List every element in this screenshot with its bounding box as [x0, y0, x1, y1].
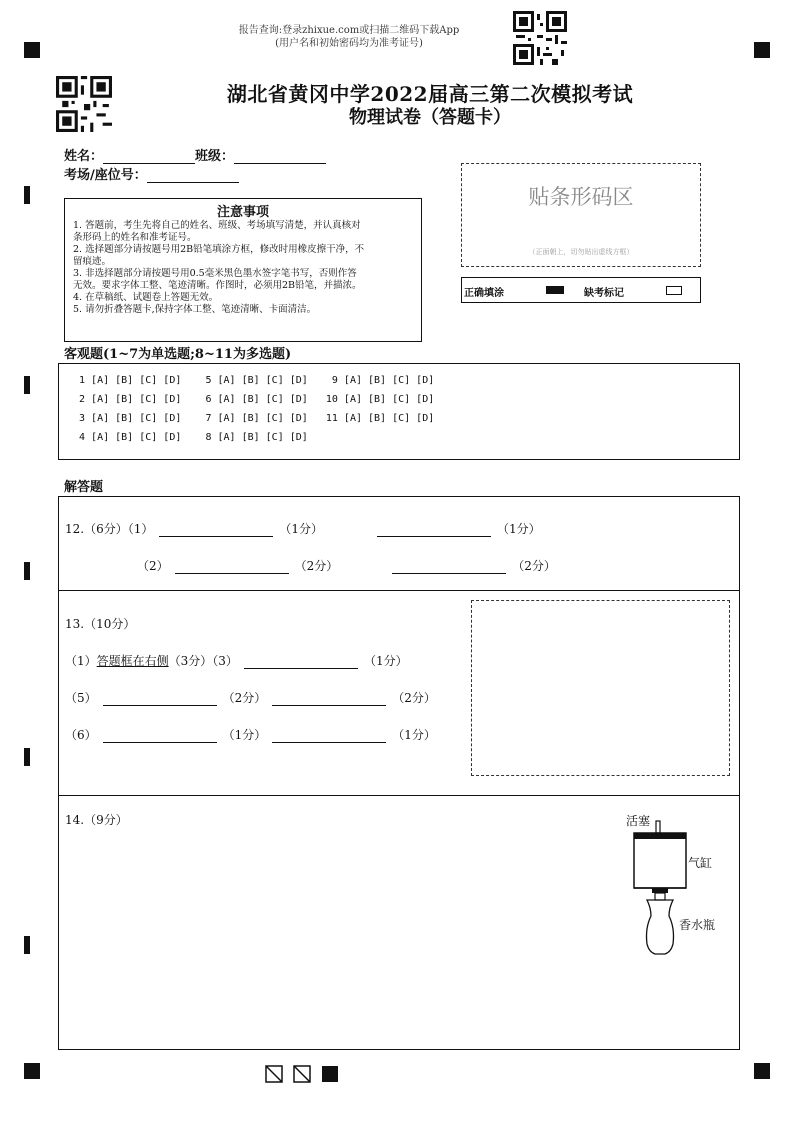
q13-answer-blank[interactable]: [272, 730, 386, 743]
barcode-title: 贴条形码区: [528, 185, 634, 209]
q14-label: 14.（9分）: [65, 813, 128, 827]
q12-answer-blank[interactable]: [159, 524, 273, 537]
report-info: 报告查询:登录zhixue.com或扫描二维码下载App (用户名和初始密码均为准考证号): [238, 25, 460, 49]
class-input-line[interactable]: [234, 149, 326, 164]
question-13-box[interactable]: [58, 590, 740, 796]
q13-line3: （6） （1分） （1分）: [65, 728, 436, 742]
choice-row-1[interactable]: 1 [A] [B] [C] [D] 5 [A] [B] [C] [D] 9 [A] [B] [C] [D]: [73, 375, 435, 386]
timing-mark: [24, 186, 30, 204]
bottom-check-marks: [265, 1065, 341, 1083]
corner-mark-top-right: [754, 42, 770, 58]
q12-answer-blank[interactable]: [392, 561, 506, 574]
qr-code-student[interactable]: [56, 76, 112, 132]
qr-code-app[interactable]: [513, 11, 567, 65]
correct-fill-sample: [546, 286, 564, 294]
absent-mark-box[interactable]: [666, 286, 682, 295]
notice-title: 注意事项: [216, 205, 269, 220]
bottle-label: 香水瓶: [679, 918, 716, 932]
barcode-area[interactable]: [461, 163, 701, 267]
choice-row-3[interactable]: 3 [A] [B] [C] [D] 7 [A] [B] [C] [D] 11 [A] [B] [C] [D]: [73, 413, 435, 424]
room-field[interactable]: 考场/座位号：: [64, 164, 239, 183]
timing-mark: [24, 936, 30, 954]
question-12-box[interactable]: [58, 496, 740, 591]
q13-answer-blank[interactable]: [103, 730, 217, 743]
barcode-hint: （正面朝上，切勿贴出虚线方框）: [528, 248, 634, 256]
objective-answer-box: [58, 363, 740, 460]
q13-label: 13.（10分）: [65, 617, 136, 631]
objective-header: 客观题(1~7为单选题;8~11为多选题): [64, 347, 292, 362]
choice-row-2[interactable]: 2 [A] [B] [C] [D] 6 [A] [B] [C] [D] 10 [A] [B] [C] [D]: [73, 394, 435, 405]
timing-mark: [24, 376, 30, 394]
q13-line2: （5） （2分） （2分）: [65, 691, 436, 705]
subjective-header: 解答题: [64, 480, 104, 495]
q13-line1: （1）答题框在右侧（3分）（3） （1分）: [65, 654, 408, 668]
piston-cylinder-figure: [625, 816, 695, 958]
q12-answer-blank[interactable]: [175, 561, 289, 574]
corner-mark-bottom-right: [754, 1063, 770, 1079]
q13-answer-blank[interactable]: [244, 656, 358, 669]
cylinder-label: 气缸: [688, 856, 713, 870]
exam-subtitle: 物理试卷（答题卡）: [349, 107, 511, 128]
timing-mark: [24, 562, 30, 580]
q13-drawing-area[interactable]: [471, 600, 730, 776]
timing-mark: [24, 748, 30, 766]
room-input-line[interactable]: [147, 168, 239, 183]
name-input-line[interactable]: [103, 149, 195, 164]
corner-mark-top-left: [24, 42, 40, 58]
choice-row-4[interactable]: 4 [A] [B] [C] [D] 8 [A] [B] [C] [D]: [73, 432, 308, 443]
question-14-box[interactable]: [58, 795, 740, 1050]
q12-line2: （2） （2分） （2分）: [137, 559, 556, 573]
fill-legend: 正确填涂 缺考标记: [461, 277, 701, 303]
piston-label: 活塞: [626, 814, 651, 828]
q13-answer-blank[interactable]: [272, 693, 386, 706]
q12-line1: 12.（6分）（1） （1分） （1分）: [65, 522, 541, 536]
name-field[interactable]: 姓名： 班级：: [64, 145, 326, 164]
exam-title: 湖北省黄冈中学2022届高三第二次模拟考试: [226, 82, 634, 106]
notice-box: 注意事项 1. 答题前，考生先将自己的姓名、班级、考场填写清楚，并认真核对 条形码上的姓名和准考证号。 2. 选择题部分请按题号用2B铅笔填涂方框，修改时用橡皮擦干净，不 留痕迹。 3. 非选择题部分请按题号用0.5毫米黑色墨水签字笔书写，否则作答 无效。要求字体工整、笔迹清晰。作图时，必须用2B铅笔，并描浓。 4. 在草稿纸、试题卷上答题无效。 5. 请勿折叠答题卡,保持字体工整、笔迹清晰、卡面清洁。: [64, 198, 422, 342]
q12-answer-blank[interactable]: [377, 524, 491, 537]
corner-mark-bottom-left: [24, 1063, 40, 1079]
q13-answer-blank[interactable]: [103, 693, 217, 706]
